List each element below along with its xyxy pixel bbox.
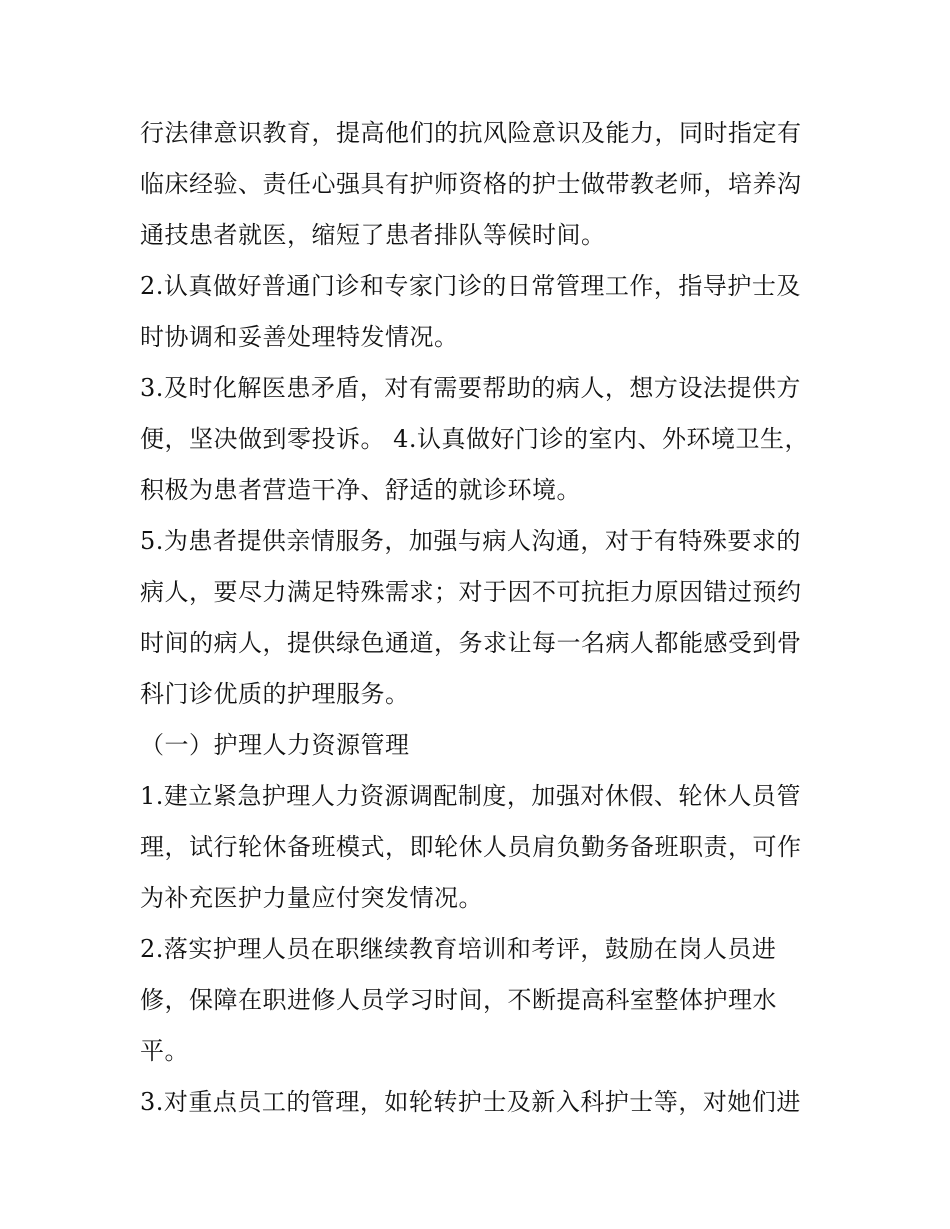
text-line: 为补充医护力量应付突发情况。 [140,884,483,912]
text-line: 病人，要尽力满足特殊需求；对于因不可抗拒力原因错过预约 [140,578,802,606]
text-line: 科门诊优质的护理服务。 [140,680,410,708]
text-line: 积极为患者营造干净、舒适的就诊环境。 [140,476,581,504]
text-line: 便，坚决做到零投诉。 4.认真做好门诊的室内、外环境卫生， [140,425,810,453]
text-line: 时协调和妥善处理特发情况。 [140,323,459,351]
text-line: 通技患者就医，缩短了患者排队等候时间。 [140,221,606,249]
text-line: 理，试行轮休备班模式，即轮休人员肩负勤务备班职责，可作 [140,833,802,861]
text-line: 平。 [140,1037,189,1065]
text-line: 行法律意识教育，提高他们的抗风险意识及能力，同时指定有 [140,119,802,147]
text-line: 1.建立紧急护理人力资源调配制度，加强对休假、轮休人员管 [140,782,801,810]
text-line: 3.及时化解医患矛盾，对有需要帮助的病人，想方设法提供方 [140,374,801,402]
text-line: 5.为患者提供亲情服务，加强与病人沟通，对于有特殊要求的 [140,527,801,555]
text-line: 时间的病人，提供绿色通道，务求让每一名病人都能感受到骨 [140,629,802,657]
text-line: 3.对重点员工的管理，如轮转护士及新入科护士等，对她们进 [140,1088,801,1116]
document-body [140,108,830,1128]
text-line: 临床经验、责任心强具有护师资格的护士做带教老师，培养沟 [140,170,802,198]
text-line: 2.落实护理人员在职继续教育培训和考评，鼓励在岗人员进 [140,935,777,963]
text-line: 2.认真做好普通门诊和专家门诊的日常管理工作，指导护士及 [140,272,801,300]
text-line: 修，保障在职进修人员学习时间，不断提高科室整体护理水 [140,986,777,1014]
section-heading: （一）护理人力资源管理 [140,731,410,759]
